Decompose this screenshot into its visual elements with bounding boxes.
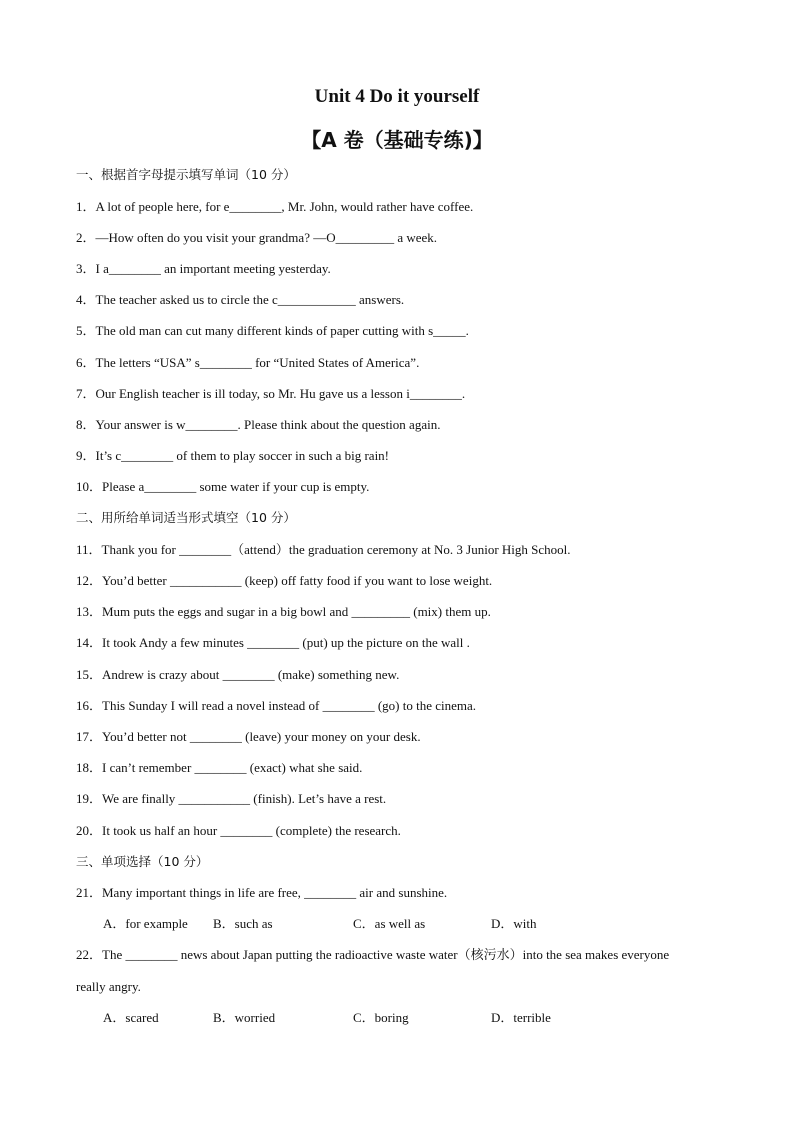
question-4: 4．The teacher asked us to circle the c____________ answers. — [76, 292, 405, 307]
question-6: 6．The letters “USA” s________ for “United States of America”. — [76, 355, 420, 370]
question-7: 7．Our English teacher is ill today, so Mr. Hu gave us a lesson i________. — [76, 386, 466, 401]
question-11: 11．Thank you for ________（attend）the graduation ceremony at No. 3 Junior High School. — [76, 542, 571, 557]
question-18: 18．I can’t remember ________ (exact) what she said. — [76, 760, 363, 775]
question-12: 12．You’d better ___________ (keep) off fatty food if you want to lose weight. — [76, 573, 493, 588]
question-14: 14．It took Andy a few minutes ________ (put) up the picture on the wall . — [76, 635, 470, 650]
section-heading-3: 三、单项选择（10 分） — [76, 854, 209, 869]
page-title: Unit 4 Do it yourself — [314, 86, 480, 107]
section-heading-1: 一、根据首字母提示填写单词（10 分） — [76, 167, 296, 182]
question-16: 16．This Sunday I will read a novel instead of ________ (go) to the cinema. — [76, 698, 477, 713]
question-3: 3．I a________ an important meeting yesterday. — [76, 261, 331, 276]
option-22-d: D．terrible — [491, 1010, 551, 1025]
question-20: 20．It took us half an hour ________ (complete) the research. — [76, 823, 401, 838]
option-21-d: D．with — [491, 916, 537, 931]
section-heading-2: 二、用所给单词适当形式填空（10 分） — [76, 510, 296, 525]
option-21-a: A．for example — [103, 916, 188, 931]
question-2: 2．—How often do you visit your grandma? —O_________ a week. — [76, 230, 438, 245]
option-21-c: C．as well as — [353, 916, 426, 931]
option-22-c: C．boring — [353, 1010, 409, 1025]
option-22-b: B．worried — [213, 1010, 276, 1025]
question-1: 1．A lot of people here, for e________, Mr. John, would rather have coffee. — [76, 199, 474, 214]
question-19: 19．We are finally ___________ (finish). Let’s have a rest. — [76, 791, 387, 806]
question-10: 10．Please a________ some water if your cup is empty. — [76, 479, 370, 494]
question-22-continued: really angry. — [76, 979, 141, 994]
question-8: 8．Your answer is w________. Please think about the question again. — [76, 417, 441, 432]
question-17: 17．You’d better not ________ (leave) your money on your desk. — [76, 729, 421, 744]
question-15: 15．Andrew is crazy about ________ (make) something new. — [76, 667, 400, 682]
question-5: 5．The old man can cut many different kinds of paper cutting with s_____. — [76, 323, 469, 338]
question-13: 13．Mum puts the eggs and sugar in a big bowl and _________ (mix) them up. — [76, 604, 491, 619]
page-subtitle: 【A 卷（基础专练)】 — [301, 128, 493, 152]
question-9: 9．It’s c________ of them to play soccer in such a big rain! — [76, 448, 390, 463]
question-22: 22．The ________ news about Japan putting the radioactive waste water（核污水）into the sea makes everyone — [76, 947, 670, 962]
question-21: 21．Many important things in life are free, ________ air and sunshine. — [76, 885, 448, 900]
option-21-b: B．such as — [213, 916, 273, 931]
option-22-a: A．scared — [103, 1010, 159, 1025]
